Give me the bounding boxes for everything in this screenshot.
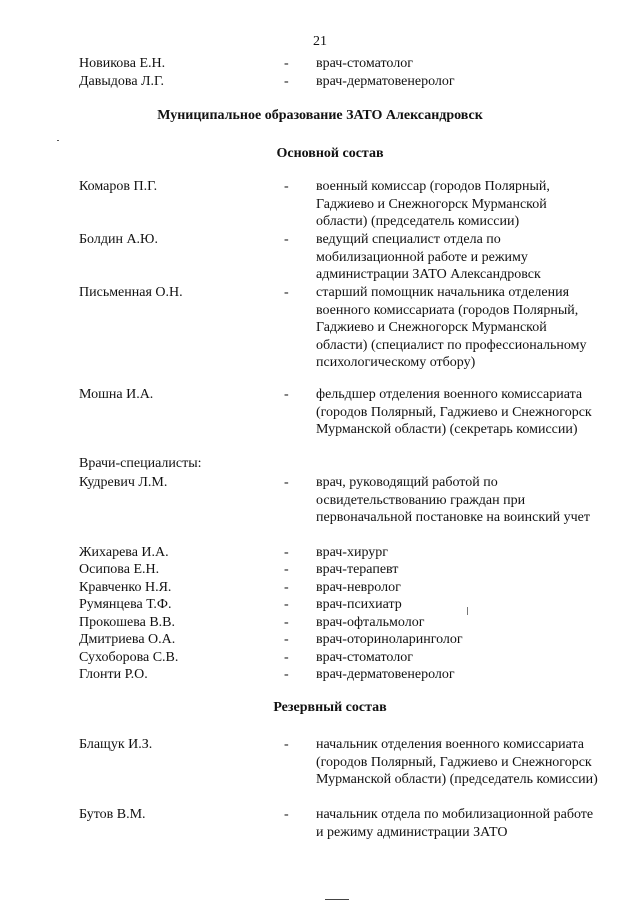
- person-role: начальник отделения военного комиссариата (городов Полярный, Гаджиево и Снежногорск Мурманской области) (председатель комиссии): [316, 737, 598, 787]
- dash: -: [284, 232, 289, 247]
- scan-speck: [467, 607, 468, 615]
- person-role: врач-офтальмолог: [316, 615, 425, 630]
- person-role: врач-терапевт: [316, 562, 399, 577]
- dash: -: [284, 562, 289, 577]
- person-role: врач-оториноларинголог: [316, 632, 463, 647]
- person-name: Осипова Е.Н.: [79, 562, 160, 577]
- person-role: врач, руководящий работой по освидетельствованию граждан при первоначальной постановке на воинский учет: [316, 475, 591, 525]
- person-role: старший помощник начальника отделения военного комиссариата (городов Полярный, Гаджиево и Снежногорск Мурманской области) (специалист по профессиональному психологическому отбору): [316, 285, 587, 370]
- person-name: Комаров П.Г.: [79, 179, 158, 194]
- person-role: начальник отдела по мобилизационной работе и режиму администрации ЗАТО: [316, 807, 594, 840]
- person-name: Кравченко Н.Я.: [79, 580, 172, 595]
- person-name: Глонти Р.О.: [79, 667, 148, 682]
- dash: -: [284, 387, 289, 402]
- dash: -: [284, 597, 289, 612]
- dash: -: [284, 475, 289, 490]
- person-role: врач-дерматовенеролог: [316, 74, 455, 89]
- person-role: врач-дерматовенеролог: [316, 667, 455, 682]
- person-name: Болдин А.Ю.: [79, 232, 158, 247]
- person-name: Сухоборова С.В.: [79, 650, 179, 665]
- person-role: врач-хирург: [316, 545, 389, 560]
- person-name: Бутов В.М.: [79, 807, 146, 822]
- dash: -: [284, 74, 289, 89]
- dash: -: [284, 580, 289, 595]
- main-section-heading: Основной состав: [276, 146, 384, 161]
- person-name: Письменная О.Н.: [79, 285, 183, 300]
- person-name: Прокошева В.В.: [79, 615, 176, 630]
- person-name: Жихарева И.А.: [79, 545, 169, 560]
- dash: -: [284, 56, 289, 71]
- dash: -: [284, 737, 289, 752]
- dash: -: [284, 632, 289, 647]
- reserve-section-heading: Резервный состав: [273, 700, 387, 715]
- scan-speck: [57, 140, 59, 141]
- person-name: Новикова Е.Н.: [79, 56, 166, 71]
- person-name: Румянцева Т.Ф.: [79, 597, 172, 612]
- person-role: врач-стоматолог: [316, 650, 413, 665]
- person-name: Дмитриева О.А.: [79, 632, 176, 647]
- dash: -: [284, 285, 289, 300]
- dash: -: [284, 545, 289, 560]
- footer-rule: [325, 899, 349, 900]
- dash: -: [284, 179, 289, 194]
- person-role: врач-стоматолог: [316, 56, 413, 71]
- person-role: военный комиссар (городов Полярный, Гаджиево и Снежногорск Мурманской области) (председатель комиссии): [316, 179, 550, 229]
- specialists-label: Врачи-специалисты:: [79, 456, 202, 471]
- person-name: Блащук И.З.: [79, 737, 153, 752]
- person-name: Мошна И.А.: [79, 387, 154, 402]
- dash: -: [284, 615, 289, 630]
- dash: -: [284, 667, 289, 682]
- dash: -: [284, 650, 289, 665]
- person-role: ведущий специалист отдела по мобилизационной работе и режиму администрации ЗАТО Александровск: [316, 232, 541, 282]
- page-number: 21: [313, 34, 327, 49]
- person-role: врач-невролог: [316, 580, 401, 595]
- person-role: фельдшер отделения военного комиссариата (городов Полярный, Гаджиево и Снежногорск Мурманской области) (секретарь комиссии): [316, 387, 592, 437]
- person-name: Кудревич Л.М.: [79, 475, 168, 490]
- person-name: Давыдова Л.Г.: [79, 74, 165, 89]
- municipality-title: Муниципальное образование ЗАТО Александровск: [157, 108, 483, 123]
- dash: -: [284, 807, 289, 822]
- person-role: врач-психиатр: [316, 597, 402, 612]
